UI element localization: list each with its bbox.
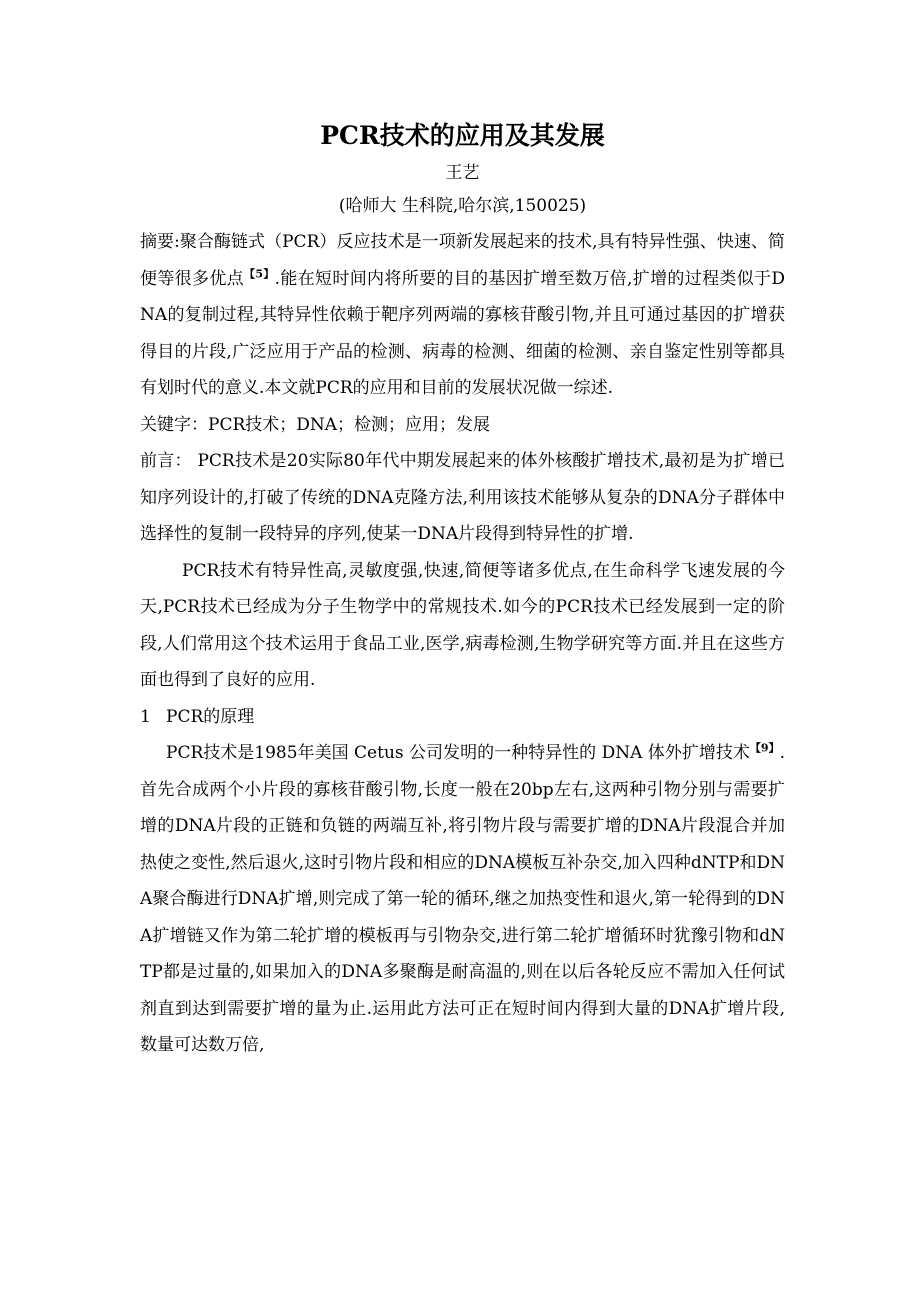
section-text-after: .首先合成两个小片段的寡核苷酸引物,长度一般在20bp左右,这两种引物分别与需要扩增的DNA片段的正链和负链的两端互补,将引物片段与需要扩增的DNA片段混合并加热使之变性,然后退火,这时引物片段和相应的DNA模板互补杂交,加入四种dNTP和DNA聚合酶进行DNA扩增,则完成了第一轮的循环,继之加热变性和退火,第一轮得到的DNA扩增链又作为第二轮扩增的模板再与引物杂交,进行第二轮扩增循环时犹豫引物和dNTP都是过量的,如果加入的DNA多聚酶是耐高温的,则在以后各轮反应不需加入任何试剂直到达到需要扩增的量为止.运用此方法可正在短时间内得到大量的DNA扩增片段,数量可达数万倍, [140, 743, 785, 1055]
section-heading [140, 699, 785, 736]
section-citation: 【9】 [749, 741, 780, 755]
abstract-citation: 【5】 [244, 266, 275, 280]
author-affiliation: (哈师大 生科院,哈尔滨,150025) [338, 196, 587, 216]
abstract-text-after: .能在短时间内将所要的目的基因扩增至数万倍,扩增的过程类似于DNA的复制过程,其特异性依赖于靶序列两端的寡核苷酸引物,并且可通过基因的扩增获得目的片段,广泛应用于产品的检测、病毒的检测、细菌的检测、亲自鉴定性别等都具有划时代的意义.本文就PCR的应用和目前的发展状况做一综述. [140, 268, 786, 398]
keywords: 关键字：PCR技术；DNA；检测；应用；发展 [140, 414, 491, 435]
foreword: 前言： PCR技术是20实际80年代中期发展起来的体外核酸扩增技术,最初是为扩增已知序列设计的,打破了传统的DNA克隆方法,利用该技术能够从复杂的DNA分子群体中选择性的复制一段特异的序列,使某一DNA片段得到特异性的扩增. [140, 451, 785, 544]
author-name: 王艺 [445, 163, 480, 183]
body-paragraph: PCR技术有特异性高,灵敏度强,快速,简便等诸多优点,在生命科学飞速发展的今天,PCR技术已经成为分子生物学中的常规技术.如今的PCR技术已经发展到一定的阶段,人们常用这个技术运用于食品工业,医学,病毒检测,生物学研究等方面.并且在这些方面也得到了良好的应用. [140, 560, 785, 690]
paper-page [140, 114, 785, 1064]
abstract [140, 224, 785, 407]
abstract-text-before: 摘要:聚合酶链式（PCR）反应技术是一项新发展起来的技术,具有特异性强、快速、简便等很多优点 [140, 232, 785, 289]
section-title: PCR的原理 [166, 706, 255, 727]
section-text-before: PCR技术是1985年美国 Cetus 公司发明的一种特异性的 DNA 体外扩增技术 [166, 743, 750, 763]
section-number: 1 [140, 706, 151, 727]
section-body [140, 735, 785, 1064]
paper-title: PCR技术的应用及其发展 [320, 121, 605, 150]
